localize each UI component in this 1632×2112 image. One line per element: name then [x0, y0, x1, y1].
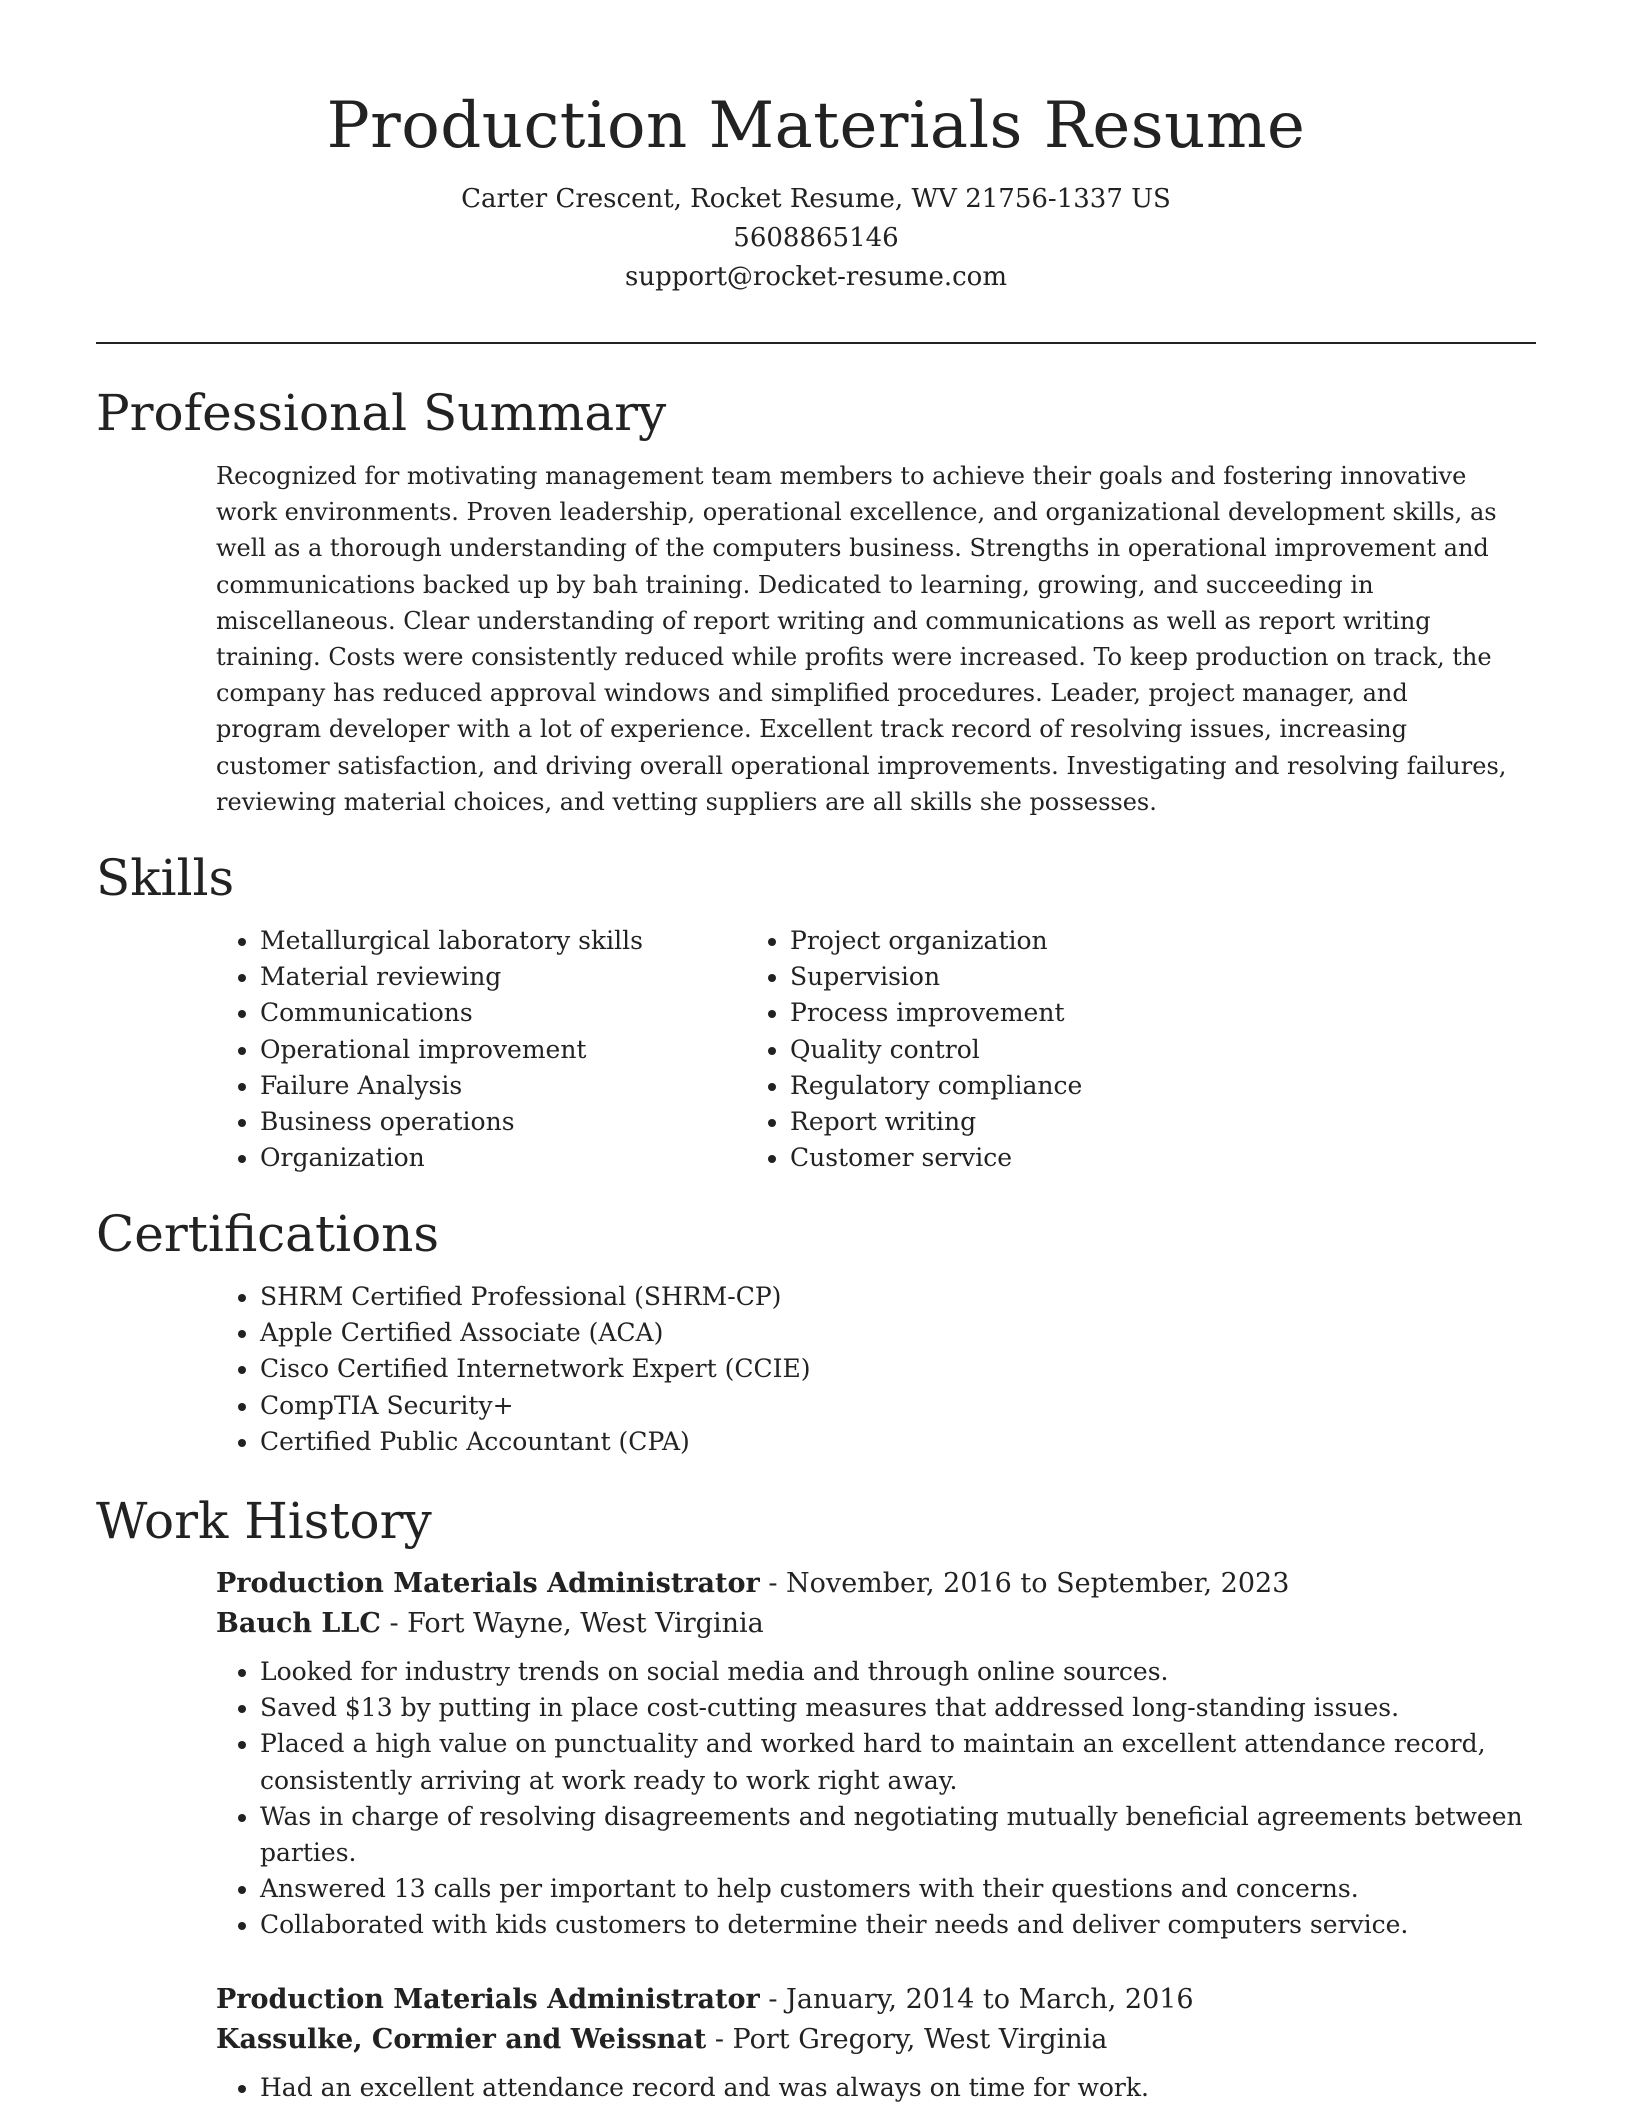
- skill-item: • Organization: [260, 1140, 746, 1176]
- skill-item: • Metallurgical laboratory skills: [260, 923, 746, 959]
- job-duty-item: • Looked for industry trends on social media and through online sources.: [260, 1654, 1536, 1690]
- job-duty-item: • Answered 13 calls per important to help customers with their questions and concerns.: [260, 1871, 1536, 1907]
- job-title: Production Materials Administrator: [216, 1568, 760, 1599]
- skill-item: • Process improvement: [790, 995, 1276, 1031]
- job-entry: [216, 1564, 1536, 1944]
- summary-text: Recognized for motivating management team members to achieve their goals and fostering innovative work environments. Proven leadership, operational excellence, and organizational development skills, as well as a thorough understanding of the computers business. Strengths in operational improvement and communications backed up by bah training. Dedicated to learning, growing, and succeeding in miscellaneous. Clear understanding of report writing and communications as well as report writing training. Costs were consistently reduced while profits were increased. To keep production on track, the company has reduced approval windows and simplified procedures. Leader, project manager, and program developer with a lot of experience. Excellent track record of resolving issues, increasing customer satisfaction, and driving overall operational improvements. Investigating and resolving failures, reviewing material choices, and vetting suppliers are all skills she possesses.: [216, 462, 1507, 816]
- skill-item: • Report writing: [790, 1104, 1276, 1140]
- skill-item: • Communications: [260, 995, 746, 1031]
- job-duties-list: [216, 1654, 1536, 1944]
- skill-item: • Business operations: [260, 1104, 746, 1140]
- certifications-list: [216, 1279, 1536, 1460]
- skill-item: • Failure Analysis: [260, 1068, 746, 1104]
- skill-item: • Supervision: [790, 959, 1276, 995]
- job-company-line: [216, 1604, 1536, 1644]
- job-dates: - January, 2014 to March, 2016: [759, 1983, 1194, 2015]
- job-location: - Fort Wayne, West Virginia: [380, 1608, 764, 1639]
- job-duty-item: • Collaborated with kids customers to determine their needs and deliver computers service.: [260, 1907, 1536, 1943]
- contact-info: [96, 180, 1536, 297]
- skill-item: • Material reviewing: [260, 959, 746, 995]
- job-company-line: [216, 2020, 1536, 2060]
- job-duty-item: • Placed a high value on punctuality and worked hard to maintain an excellent attendance record, consistently arriving at work ready to work right away.: [260, 1726, 1536, 1798]
- skill-item: • Quality control: [790, 1032, 1276, 1068]
- certification-item: • Certified Public Accountant (CPA): [260, 1424, 1536, 1460]
- job-title-line: [216, 1564, 1536, 1604]
- certifications-section: [96, 1203, 1536, 1460]
- resume-header: [96, 86, 1536, 297]
- job-dates: - November, 2016 to September, 2023: [759, 1568, 1290, 1599]
- certifications-heading: Certifications: [96, 1205, 440, 1263]
- page-title: Production Materials Resume: [326, 89, 1306, 163]
- job-company: Kassulke, Cormier and Weissnat: [216, 2023, 707, 2055]
- certification-item: • Cisco Certified Internetwork Expert (CCIE): [260, 1351, 1536, 1387]
- contact-phone: 5608865146: [733, 223, 899, 253]
- job-location: - Port Gregory, West Virginia: [706, 2023, 1108, 2055]
- job-duty-item: • Saved $13 by putting in place cost-cutting measures that addressed long-standing issues.: [260, 1690, 1536, 1726]
- certification-item: • SHRM Certified Professional (SHRM-CP): [260, 1279, 1536, 1315]
- job-duty-item: • Had an excellent attendance record and was always on time for work.: [260, 2070, 1536, 2106]
- skills-list-left: [216, 923, 746, 1176]
- work-history-heading: Work History: [96, 1492, 432, 1550]
- skills-heading: Skills: [96, 849, 235, 907]
- skill-item: • Operational improvement: [260, 1032, 746, 1068]
- contact-address: Carter Crescent, Rocket Resume, WV 21756-1337 US: [461, 184, 1171, 214]
- job-title: Production Materials Administrator: [216, 1983, 760, 2015]
- summary-section: [96, 382, 1536, 820]
- certification-item: • Apple Certified Associate (ACA): [260, 1315, 1536, 1351]
- work-history-section: [96, 1490, 1536, 2106]
- summary-heading: Professional Summary: [96, 384, 667, 442]
- job-duty-item: • Was in charge of resolving disagreements and negotiating mutually beneficial agreements between parties.: [260, 1799, 1536, 1871]
- certification-item: • CompTIA Security+: [260, 1388, 1536, 1424]
- skills-section: [96, 847, 1536, 1176]
- skill-item: • Customer service: [790, 1140, 1276, 1176]
- skill-item: • Regulatory compliance: [790, 1068, 1276, 1104]
- skills-list-right: [746, 923, 1276, 1176]
- skills-grid: [96, 909, 1536, 1176]
- job-company: Bauch LLC: [216, 1608, 381, 1639]
- job-duties-list: [216, 2070, 1536, 2106]
- skill-item: • Project organization: [790, 923, 1276, 959]
- job-entry: [216, 1980, 1536, 2106]
- header-divider: [96, 342, 1536, 344]
- contact-email: support@rocket-resume.com: [624, 262, 1007, 292]
- job-title-line: [216, 1980, 1536, 2020]
